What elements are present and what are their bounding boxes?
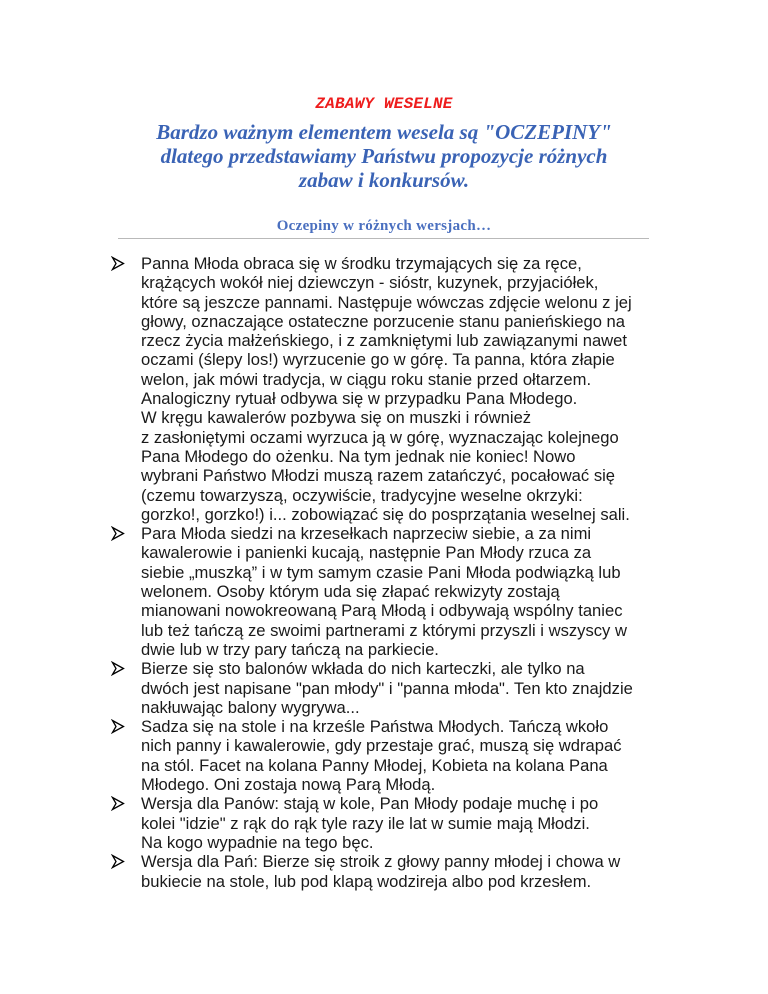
list-item-text-line: W kręgu kawalerów pozbywa się on muszki i również <box>141 408 532 428</box>
list-item-text-line: Analogiczny rytuał odbywa się w przypadku Pana Młodego. <box>141 389 578 409</box>
list-item-text-line: bukiecie na stole, lub pod klapą wodzireja albo pod krzesłem. <box>141 871 592 891</box>
list-item-text-line: dwóch jest napisane "pan młody" i "panna młoda". Ten kto znajdzie <box>141 678 633 698</box>
arrowhead-bullet-icon <box>111 854 125 869</box>
list-item-text-line: (czemu towarzyszą, oczywiście, tradycyjne weselne okrzyki: <box>141 485 583 505</box>
page-title: ZABAWY WESELNE <box>315 95 453 113</box>
arrowhead-bullet-icon <box>111 661 125 676</box>
list-item-text-line: kawalerowie i panienki kucają, następnie Pan Młody rzuca za <box>141 543 592 563</box>
bullet-list <box>111 254 691 891</box>
list-item-text-line: oczami (ślepy los!) wyrzucenie go w górę. Ta panna, która złapie <box>141 350 615 370</box>
arrowhead-bullet-icon <box>111 526 125 541</box>
list-item <box>111 717 691 794</box>
arrowhead-bullet-icon <box>111 256 125 271</box>
list-item-text-line: Młodego. Oni zostaja nową Parą Młodą. <box>141 775 436 795</box>
horizontal-divider <box>118 238 649 239</box>
list-item-text-line: Bierze się sto balonów wkłada do nich karteczki, ale tylko na <box>141 659 585 679</box>
list-item-text-line: z zasłoniętymi oczami wyrzuca ją w górę, wyznaczając kolejnego <box>141 427 619 447</box>
list-item-text-line: Sadza się na stole i na krześle Państwa Młodych. Tańczą wkoło <box>141 717 609 737</box>
list-item <box>111 524 691 659</box>
list-item-text-line: kolei "idzie" z rąk do rąk tyle razy ile lat w sumie mają Młodzi. <box>141 813 590 833</box>
list-item-text-line: Na kogo wypadnie na tego bęc. <box>141 832 374 852</box>
list-item-text-line: nich panny i kawalerowie, gdy przestaje grać, muszą się wdrapać <box>141 736 622 756</box>
list-item-text-line: krążących wokół niej dziewczyn - sióstr, kuzynek, przyjaciółek, <box>141 273 599 293</box>
subtitle-line: dlatego przedstawiamy Państwu propozycje różnych <box>160 144 608 168</box>
list-item-text-line: na stól. Facet na kolana Panny Młodej, Kobieta na kolana Pana <box>141 755 608 775</box>
list-item-text-line: Wersja dla Panów: stają w kole, Pan Młody podaje muchę i po <box>141 794 599 814</box>
list-item-text-line: nakłuwając balony wygrywa... <box>141 697 360 717</box>
list-item-text-line: wybrani Państwo Młodzi muszą razem zatańczyć, pocałować się <box>141 466 616 486</box>
list-item-text-line: welon, jak mówi tradycja, w ciągu roku stanie przed ołtarzem. <box>141 369 592 389</box>
list-item-text-line: lub też tańczą ze swoimi partnerami z którymi przyszli i wszyscy w <box>141 620 627 640</box>
section-heading: Oczepiny w różnych wersjach… <box>276 218 492 234</box>
list-item-text-line: które są jeszcze pannami. Następuje wówczas zdjęcie welonu z jej <box>141 292 632 312</box>
list-item-text-line: Wersja dla Pań: Bierze się stroik z głowy panny młodej i chowa w <box>141 852 621 872</box>
list-item-text-line: Panna Młoda obraca się w środku trzymających się za ręce, <box>141 254 582 273</box>
page-subtitle <box>130 120 638 192</box>
list-item-text-line: Pana Młodego do ożenku. Na tym jednak nie koniec! Nowo <box>141 446 576 466</box>
list-item-text-line: gorzko!, gorzko!) i... zobowiązać się do posprzątania weselnej sali. <box>141 504 630 524</box>
list-item-text-line: dwie lub w trzy pary tańczą na parkiecie. <box>141 639 439 659</box>
list-item <box>111 659 691 717</box>
arrowhead-bullet-icon <box>111 796 125 811</box>
list-item-text-line: welonem. Osoby którym uda się złapać rekwizyty zostają <box>141 582 560 602</box>
subtitle-line: Bardzo ważnym elementem wesela są "OCZEPINY" <box>156 120 612 144</box>
list-item-text-line: głowy, oznaczające ostateczne porzucenie stanu panieńskiego na <box>141 311 625 331</box>
list-item-text-line: Para Młoda siedzi na krzesełkach naprzeciw siebie, a za nimi <box>141 524 592 544</box>
arrowhead-bullet-icon <box>111 719 125 734</box>
list-item-text-line: mianowani nowokreowaną Parą Młodą i odbywają wspólny taniec <box>141 601 623 621</box>
list-item <box>111 254 691 524</box>
list-item <box>111 794 691 852</box>
subtitle-line: zabaw i konkursów. <box>298 168 470 192</box>
list-item-text-line: siebie „muszką” i w tym samym czasie Pani Młoda podwiązką lub <box>141 562 621 582</box>
list-item <box>111 852 691 891</box>
list-item-text-line: rzecz życia małżeńskiego, i z zamkniętymi lub zawiązanymi nawet <box>141 331 627 351</box>
